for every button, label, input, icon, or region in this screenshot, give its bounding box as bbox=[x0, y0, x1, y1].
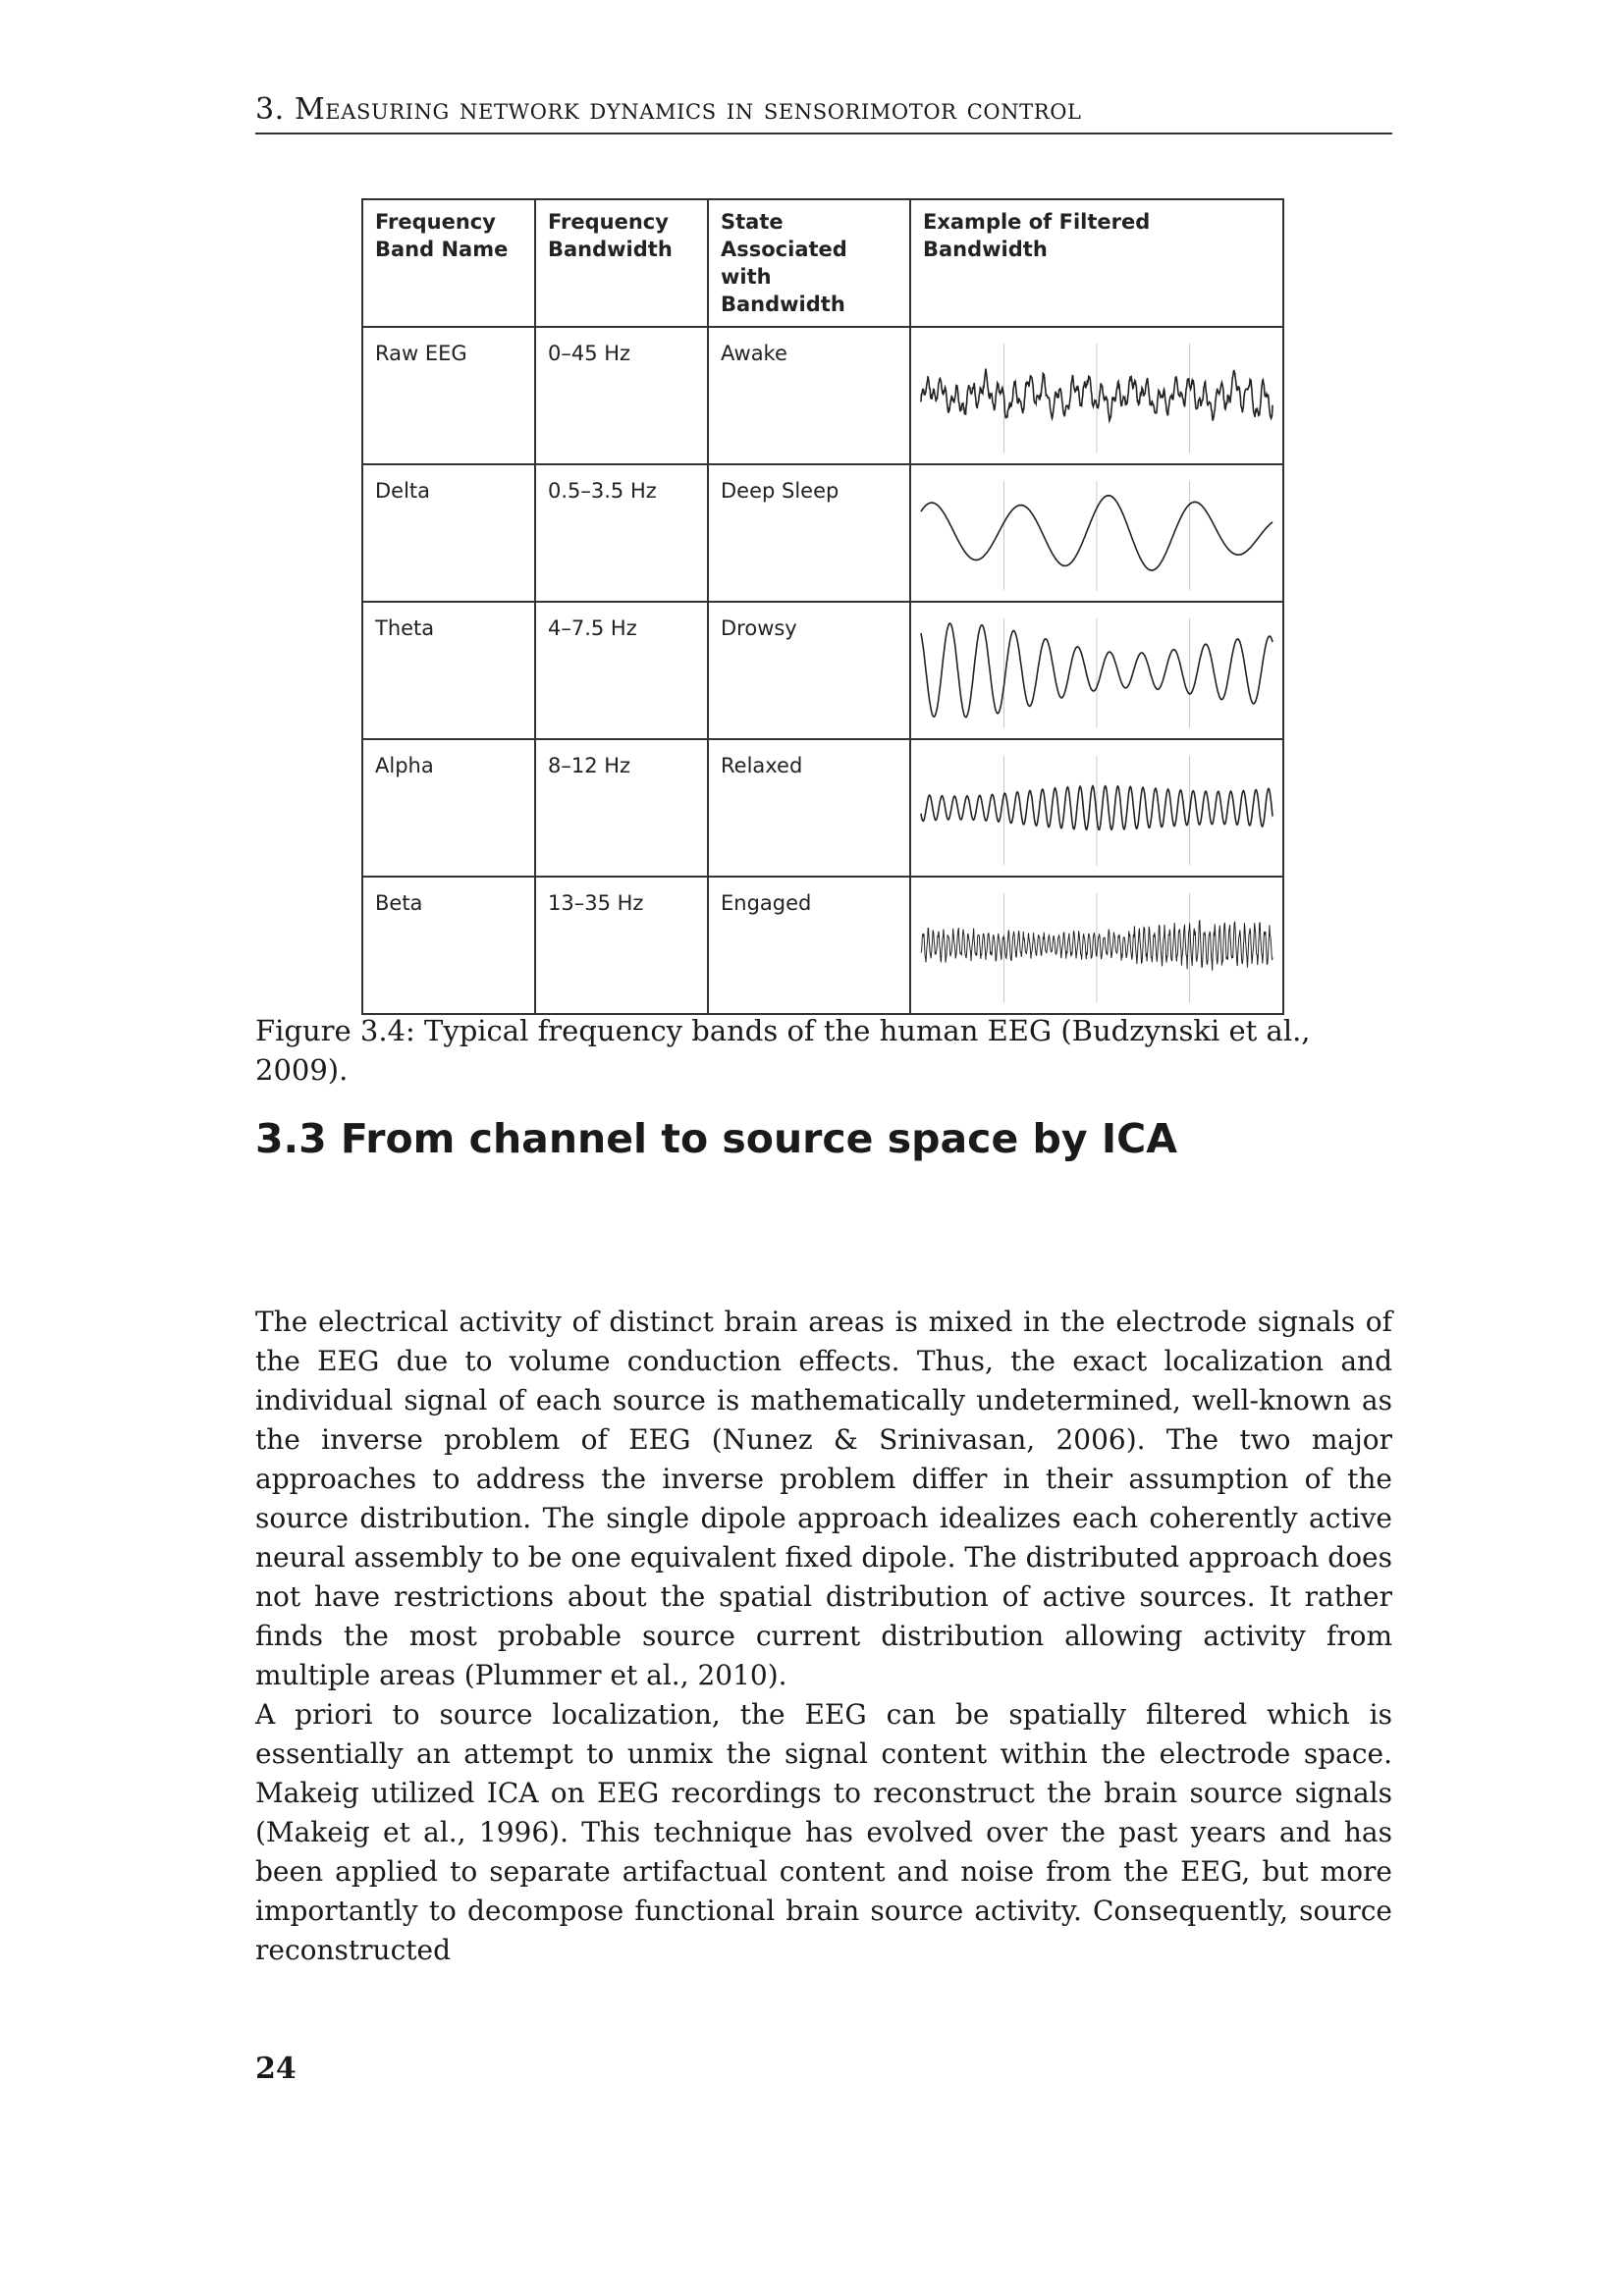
raw-eeg-waveform bbox=[911, 328, 1282, 463]
body-paragraph bbox=[255, 1303, 1392, 1970]
band-state: Drowsy bbox=[708, 602, 910, 739]
table-row bbox=[362, 739, 1283, 877]
waveform-cell bbox=[910, 464, 1283, 602]
frequency-bands-table bbox=[361, 198, 1284, 1015]
band-name: Theta bbox=[362, 602, 535, 739]
band-bandwidth: 8–12 Hz bbox=[535, 739, 708, 877]
band-name: Beta bbox=[362, 877, 535, 1014]
band-bandwidth: 4–7.5 Hz bbox=[535, 602, 708, 739]
column-header: State Associated with Bandwidth bbox=[708, 199, 910, 327]
theta-waveform bbox=[911, 603, 1282, 738]
table-row bbox=[362, 327, 1283, 464]
band-state: Relaxed bbox=[708, 739, 910, 877]
band-state: Awake bbox=[708, 327, 910, 464]
section-heading: 3.3 From channel to source space by ICA bbox=[255, 1115, 1177, 1162]
table-row bbox=[362, 464, 1283, 602]
column-header: Frequency Bandwidth bbox=[535, 199, 708, 327]
delta-waveform bbox=[911, 465, 1282, 601]
table-row bbox=[362, 877, 1283, 1014]
figure-caption: Figure 3.4: Typical frequency bands of the human EEG (Budzynski et al., 2009). bbox=[255, 1014, 1311, 1087]
band-name: Delta bbox=[362, 464, 535, 602]
band-state: Deep Sleep bbox=[708, 464, 910, 602]
waveform-cell bbox=[910, 739, 1283, 877]
band-bandwidth: 13–35 Hz bbox=[535, 877, 708, 1014]
alpha-waveform bbox=[911, 740, 1282, 876]
paragraph-2: A priori to source localization, the EEG can be spatially filtered which is essentially an attempt to unmix the signal content within the electrode space. Makeig utilized ICA on EEG recordings to reconstruct the brain source signals (Makeig et al., 1996). This technique has evolved over the past years and has been applied to separate artifactual content and noise from the EEG, but more importantly to decompose functional brain source activity. Consequently, source reconstructed bbox=[255, 1698, 1392, 1966]
table-row bbox=[362, 602, 1283, 739]
running-head: 3. Measuring network dynamics in sensorimotor control bbox=[255, 92, 1082, 127]
band-bandwidth: 0.5–3.5 Hz bbox=[535, 464, 708, 602]
page-number: 24 bbox=[255, 2052, 297, 2086]
band-name: Alpha bbox=[362, 739, 535, 877]
waveform-cell bbox=[910, 877, 1283, 1014]
waveform-cell bbox=[910, 327, 1283, 464]
paragraph-1: The electrical activity of distinct brain areas is mixed in the electrode signals of the EEG due to volume conduction effects. Thus, the exact localization and individual signal of each source is mathematically undetermined, well-known as the inverse problem of EEG (Nunez & Srinivasan, 2006). The two major approaches to address the inverse problem differ in their assumption of the source distribution. The single dipole approach idealizes each coherently active neural assembly to be one equivalent fixed dipole. The distributed approach does not have restrictions about the spatial distribution of active sources. It rather finds the most probable source current distribution allowing activity from multiple areas (Plummer et al., 2010). bbox=[255, 1306, 1392, 1691]
band-state: Engaged bbox=[708, 877, 910, 1014]
column-header: Frequency Band Name bbox=[362, 199, 535, 327]
band-name: Raw EEG bbox=[362, 327, 535, 464]
band-bandwidth: 0–45 Hz bbox=[535, 327, 708, 464]
waveform-cell bbox=[910, 602, 1283, 739]
table-header-row bbox=[362, 199, 1283, 327]
beta-waveform bbox=[911, 878, 1282, 1013]
column-header: Example of Filtered Bandwidth bbox=[910, 199, 1283, 327]
header-rule bbox=[255, 133, 1392, 134]
